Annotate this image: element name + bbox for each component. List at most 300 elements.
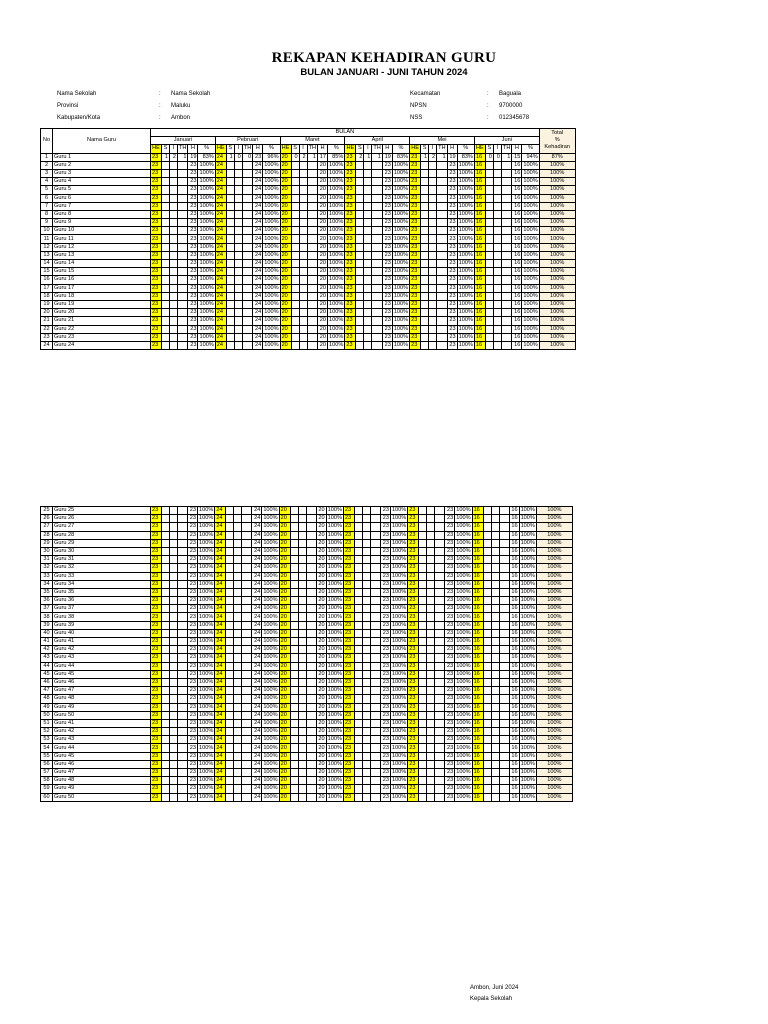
attendance-cell: 24 xyxy=(253,325,263,333)
teacher-name: Guru 16 xyxy=(53,276,151,284)
attendance-cell xyxy=(493,235,501,243)
attendance-cell xyxy=(178,597,188,605)
attendance-cell: 20 xyxy=(316,662,326,670)
attendance-cell: 24 xyxy=(253,194,263,202)
attendance-cell: 23 xyxy=(188,564,198,572)
row-number: 14 xyxy=(41,260,53,268)
signature-role: Kepala Sekolah xyxy=(470,996,513,1002)
attendance-cell: 100% xyxy=(199,556,214,563)
attendance-cell xyxy=(162,251,170,259)
attendance-cell xyxy=(421,292,429,300)
attendance-cell xyxy=(485,333,493,341)
attendance-cell xyxy=(162,515,170,523)
total-attendance: 100% xyxy=(536,507,572,515)
attendance-cell: 16 xyxy=(509,695,519,703)
attendance-cell: 23 xyxy=(151,202,162,210)
attendance-cell: 23 xyxy=(188,752,198,760)
attendance-cell: 16 xyxy=(472,572,483,580)
info-colon: : xyxy=(159,91,161,97)
attendance-cell: 16 xyxy=(509,777,519,785)
attendance-cell: 23 xyxy=(445,564,455,572)
table-row xyxy=(41,760,573,768)
attendance-cell xyxy=(234,793,242,801)
attendance-cell xyxy=(234,235,242,243)
attendance-cell: 100% xyxy=(456,752,471,759)
attendance-cell xyxy=(226,227,234,235)
attendance-cell: 20 xyxy=(279,719,290,727)
teacher-name: Guru 28 xyxy=(53,531,151,539)
attendance-cell xyxy=(427,777,435,785)
attendance-cell xyxy=(226,678,234,686)
attendance-cell: 20 xyxy=(316,515,326,523)
teacher-name: Guru 22 xyxy=(53,325,151,333)
attendance-cell: 23 xyxy=(445,572,455,580)
teacher-name: Guru 31 xyxy=(53,556,151,564)
attendance-cell: 23 xyxy=(447,210,457,218)
attendance-cell xyxy=(437,325,447,333)
attendance-cell xyxy=(162,760,170,768)
attendance-cell: 23 xyxy=(151,539,162,547)
attendance-cell xyxy=(370,572,380,580)
subcolumn-header: % xyxy=(328,145,345,153)
attendance-cell: 23 xyxy=(408,638,419,646)
attendance-cell xyxy=(242,292,252,300)
subcolumn-header: HE xyxy=(216,145,225,152)
attendance-cell xyxy=(307,292,317,300)
attendance-cell xyxy=(501,235,511,243)
row-number: 26 xyxy=(41,515,53,523)
attendance-cell: 23 xyxy=(188,728,198,736)
attendance-cell xyxy=(226,276,234,284)
attendance-cell xyxy=(437,202,447,210)
attendance-cell: 100% xyxy=(199,785,214,792)
attendance-cell: 24 xyxy=(215,243,226,251)
table-row xyxy=(41,613,573,621)
attendance-cell: 100% xyxy=(458,268,473,275)
attendance-cell xyxy=(356,251,364,259)
attendance-cell: 20 xyxy=(280,178,291,186)
attendance-cell xyxy=(234,243,242,251)
attendance-cell: 24 xyxy=(253,300,263,308)
attendance-cell: 100% xyxy=(456,687,471,694)
table-row xyxy=(41,719,573,727)
table-row xyxy=(41,785,573,793)
teacher-name: Guru 41 xyxy=(53,719,151,727)
attendance-cell xyxy=(362,703,370,711)
attendance-cell: 100% xyxy=(199,670,214,677)
attendance-cell xyxy=(242,580,252,588)
attendance-cell: 100% xyxy=(523,260,538,267)
attendance-cell xyxy=(242,539,252,547)
total-attendance: 100% xyxy=(536,572,572,580)
row-number: 33 xyxy=(41,572,53,580)
attendance-cell: 100% xyxy=(391,654,407,661)
teacher-name: Guru 2 xyxy=(53,161,151,169)
attendance-cell: 100% xyxy=(458,341,473,348)
attendance-cell xyxy=(501,243,511,251)
attendance-cell xyxy=(364,219,372,227)
attendance-cell xyxy=(370,736,380,744)
attendance-cell: 20 xyxy=(316,531,326,539)
attendance-cell: 100% xyxy=(456,539,471,546)
attendance-cell xyxy=(483,687,491,695)
month-header: Pebruari xyxy=(215,137,280,145)
attendance-cell xyxy=(234,284,242,292)
attendance-cell: 24 xyxy=(215,711,226,719)
attendance-cell xyxy=(485,219,493,227)
attendance-cell: 100% xyxy=(329,325,344,332)
attendance-cell: 100% xyxy=(456,662,471,669)
attendance-cell xyxy=(290,564,298,572)
attendance-cell xyxy=(501,333,511,341)
attendance-cell xyxy=(162,777,170,785)
attendance-cell: 23 xyxy=(445,760,455,768)
attendance-cell: 16 xyxy=(474,153,485,161)
attendance-cell: 100% xyxy=(520,531,535,538)
attendance-cell: 23 xyxy=(445,523,455,531)
attendance-cell xyxy=(429,169,437,177)
attendance-cell xyxy=(429,161,437,169)
attendance-cell xyxy=(242,785,252,793)
row-number: 46 xyxy=(41,678,53,686)
attendance-cell xyxy=(290,597,298,605)
attendance-cell: 100% xyxy=(329,170,344,177)
attendance-cell: 23 xyxy=(445,605,455,613)
attendance-cell xyxy=(234,515,242,523)
attendance-cell: 23 xyxy=(382,268,392,276)
row-number: 13 xyxy=(41,251,53,259)
attendance-cell xyxy=(364,161,372,169)
attendance-cell xyxy=(427,580,435,588)
attendance-cell xyxy=(421,284,429,292)
attendance-cell: 16 xyxy=(472,515,483,523)
attendance-cell xyxy=(291,317,299,325)
attendance-cell xyxy=(299,161,307,169)
attendance-cell xyxy=(234,703,242,711)
attendance-cell xyxy=(291,178,299,186)
attendance-cell xyxy=(491,515,499,523)
attendance-cell: 23 xyxy=(408,629,419,637)
attendance-cell: 1 xyxy=(178,153,188,161)
table-row xyxy=(41,194,576,202)
attendance-cell xyxy=(178,210,188,218)
attendance-cell xyxy=(437,186,447,194)
attendance-cell xyxy=(354,523,362,531)
attendance-cell: 100% xyxy=(456,638,471,645)
attendance-cell: 100% xyxy=(263,646,278,653)
total-attendance: 100% xyxy=(536,613,572,621)
attendance-cell xyxy=(226,194,234,202)
attendance-cell: 16 xyxy=(509,638,519,646)
attendance-cell: 24 xyxy=(252,564,262,572)
attendance-cell xyxy=(226,621,234,629)
total-attendance: 100% xyxy=(539,210,575,218)
attendance-cell: 100% xyxy=(458,260,473,267)
attendance-cell xyxy=(485,235,493,243)
attendance-cell: 23 xyxy=(408,547,419,555)
attendance-cell: 100% xyxy=(393,178,409,185)
attendance-cell xyxy=(485,169,493,177)
attendance-cell: 23 xyxy=(151,251,162,259)
total-attendance: 100% xyxy=(539,243,575,251)
row-number: 48 xyxy=(41,695,53,703)
attendance-cell: 23 xyxy=(151,219,162,227)
attendance-cell xyxy=(354,605,362,613)
attendance-cell: 23 xyxy=(408,744,419,752)
attendance-cell: 17 xyxy=(318,153,328,161)
attendance-cell: 20 xyxy=(280,268,291,276)
attendance-cell: 23 xyxy=(151,777,162,785)
attendance-cell xyxy=(427,769,435,777)
attendance-cell: 23 xyxy=(410,333,421,341)
attendance-cell: 100% xyxy=(393,317,409,324)
attendance-cell: 100% xyxy=(329,260,344,267)
attendance-cell: 100% xyxy=(456,711,471,718)
attendance-cell xyxy=(370,744,380,752)
attendance-cell: 100% xyxy=(523,210,538,217)
attendance-cell xyxy=(242,703,252,711)
row-number: 44 xyxy=(41,662,53,670)
attendance-cell: 23 xyxy=(188,654,198,662)
attendance-cell xyxy=(419,662,427,670)
teacher-name: Guru 36 xyxy=(53,597,151,605)
attendance-cell xyxy=(170,564,178,572)
attendance-cell: 20 xyxy=(318,317,328,325)
attendance-cell: 23 xyxy=(380,613,390,621)
attendance-cell: 16 xyxy=(509,523,519,531)
subcolumn-header: TH xyxy=(308,145,317,152)
attendance-cell xyxy=(242,531,252,539)
attendance-cell: 24 xyxy=(252,556,262,564)
attendance-cell: 100% xyxy=(264,170,279,177)
attendance-cell xyxy=(291,268,299,276)
attendance-cell: 100% xyxy=(327,695,342,702)
attendance-cell xyxy=(291,202,299,210)
total-attendance: 100% xyxy=(536,711,572,719)
attendance-cell: 100% xyxy=(520,719,535,726)
attendance-cell xyxy=(437,292,447,300)
attendance-cell xyxy=(298,678,306,686)
attendance-cell xyxy=(362,752,370,760)
attendance-cell: 100% xyxy=(263,621,278,628)
attendance-cell: 24 xyxy=(253,309,263,317)
attendance-cell: 20 xyxy=(280,161,291,169)
attendance-cell xyxy=(234,317,242,325)
attendance-cell: 100% xyxy=(327,662,342,669)
attendance-cell: 100% xyxy=(329,317,344,324)
attendance-cell: 100% xyxy=(199,638,214,645)
teacher-name: Guru 18 xyxy=(53,292,151,300)
attendance-cell: 24 xyxy=(252,629,262,637)
attendance-cell xyxy=(364,210,372,218)
attendance-cell: 24 xyxy=(253,235,263,243)
table-row xyxy=(41,309,576,317)
attendance-cell xyxy=(299,186,307,194)
attendance-cell xyxy=(370,728,380,736)
attendance-cell xyxy=(370,654,380,662)
attendance-cell: 100% xyxy=(456,654,471,661)
total-attendance: 100% xyxy=(536,580,572,588)
attendance-cell xyxy=(290,523,298,531)
attendance-cell: 100% xyxy=(327,539,342,546)
attendance-cell xyxy=(170,523,178,531)
attendance-cell xyxy=(419,523,427,531)
attendance-cell xyxy=(435,588,445,596)
attendance-cell xyxy=(364,251,372,259)
attendance-cell: 20 xyxy=(279,777,290,785)
table-row xyxy=(41,769,573,777)
attendance-cell: 23 xyxy=(408,621,419,629)
attendance-cell: 100% xyxy=(264,161,279,168)
attendance-cell: 20 xyxy=(280,341,291,349)
attendance-cell: 16 xyxy=(474,169,485,177)
attendance-cell xyxy=(178,507,188,515)
attendance-cell: 23 xyxy=(410,251,421,259)
attendance-cell xyxy=(234,744,242,752)
attendance-cell: 16 xyxy=(474,300,485,308)
attendance-cell xyxy=(170,629,178,637)
attendance-cell: 100% xyxy=(456,793,471,800)
attendance-cell: 24 xyxy=(215,292,226,300)
attendance-cell xyxy=(234,629,242,637)
attendance-cell: 23 xyxy=(408,515,419,523)
attendance-cell xyxy=(226,523,234,531)
attendance-cell: 23 xyxy=(343,556,354,564)
attendance-cell xyxy=(370,564,380,572)
attendance-cell xyxy=(370,752,380,760)
attendance-cell: 100% xyxy=(393,227,409,234)
attendance-cell xyxy=(178,235,188,243)
attendance-cell: 16 xyxy=(472,646,483,654)
attendance-cell xyxy=(234,580,242,588)
attendance-cell xyxy=(356,300,364,308)
attendance-cell: 24 xyxy=(253,268,263,276)
attendance-cell: 100% xyxy=(391,695,407,702)
teacher-name: Guru 50 xyxy=(53,793,151,801)
attendance-cell xyxy=(370,670,380,678)
attendance-cell: 24 xyxy=(252,572,262,580)
attendance-cell: 100% xyxy=(393,210,409,217)
attendance-cell xyxy=(178,678,188,686)
attendance-cell: 24 xyxy=(252,785,262,793)
attendance-cell xyxy=(501,309,511,317)
total-attendance: 100% xyxy=(536,744,572,752)
attendance-cell: 24 xyxy=(215,260,226,268)
attendance-cell: 100% xyxy=(263,769,278,776)
attendance-cell xyxy=(421,235,429,243)
teacher-name: Guru 26 xyxy=(53,515,151,523)
attendance-cell xyxy=(226,703,234,711)
attendance-cell: 0 xyxy=(493,153,501,161)
attendance-cell xyxy=(499,515,509,523)
attendance-cell xyxy=(427,695,435,703)
attendance-cell: 16 xyxy=(472,760,483,768)
attendance-cell: 24 xyxy=(253,202,263,210)
attendance-cell: 23 xyxy=(447,333,457,341)
attendance-cell xyxy=(291,292,299,300)
attendance-cell xyxy=(427,531,435,539)
attendance-cell: 23 xyxy=(188,638,198,646)
attendance-cell xyxy=(429,268,437,276)
teacher-name: Guru 13 xyxy=(53,251,151,259)
attendance-cell xyxy=(162,629,170,637)
attendance-cell xyxy=(427,613,435,621)
attendance-cell: 23 xyxy=(345,219,356,227)
attendance-cell: 24 xyxy=(215,210,226,218)
info-colon: : xyxy=(159,115,161,121)
attendance-cell xyxy=(354,777,362,785)
teacher-name: Guru 5 xyxy=(53,186,151,194)
attendance-cell: 20 xyxy=(318,178,328,186)
attendance-cell xyxy=(372,219,382,227)
attendance-cell xyxy=(299,235,307,243)
month-header: Mei xyxy=(410,137,475,145)
attendance-cell xyxy=(299,284,307,292)
attendance-cell xyxy=(290,629,298,637)
attendance-cell xyxy=(499,752,509,760)
attendance-cell xyxy=(491,695,499,703)
attendance-cell: 16 xyxy=(472,547,483,555)
attendance-cell xyxy=(354,678,362,686)
attendance-cell: 100% xyxy=(199,719,214,726)
attendance-cell xyxy=(234,194,242,202)
attendance-cell xyxy=(370,547,380,555)
attendance-cell xyxy=(242,333,252,341)
total-attendance: 100% xyxy=(536,629,572,637)
attendance-cell xyxy=(493,161,501,169)
attendance-cell xyxy=(307,194,317,202)
attendance-cell xyxy=(356,194,364,202)
attendance-cell xyxy=(499,654,509,662)
attendance-cell: 24 xyxy=(215,178,226,186)
attendance-cell: 23 xyxy=(445,777,455,785)
attendance-cell xyxy=(356,178,364,186)
attendance-cell: 100% xyxy=(264,284,279,291)
attendance-cell: 1 xyxy=(421,153,429,161)
total-attendance: 100% xyxy=(536,695,572,703)
attendance-cell xyxy=(162,613,170,621)
subcolumn-header: H xyxy=(382,145,392,153)
attendance-cell: 16 xyxy=(509,670,519,678)
attendance-cell xyxy=(226,588,234,596)
total-attendance: 100% xyxy=(536,687,572,695)
attendance-cell: 100% xyxy=(520,695,535,702)
attendance-cell xyxy=(362,547,370,555)
attendance-cell xyxy=(499,531,509,539)
attendance-cell xyxy=(242,744,252,752)
attendance-cell xyxy=(170,621,178,629)
attendance-cell: 23 xyxy=(151,752,162,760)
attendance-cell xyxy=(354,629,362,637)
attendance-cell xyxy=(226,711,234,719)
attendance-cell xyxy=(370,703,380,711)
attendance-cell: 100% xyxy=(264,219,279,226)
attendance-cell xyxy=(499,547,509,555)
row-number: 34 xyxy=(41,580,53,588)
attendance-cell xyxy=(290,605,298,613)
attendance-cell xyxy=(421,260,429,268)
attendance-cell: 16 xyxy=(509,629,519,637)
attendance-cell xyxy=(354,703,362,711)
attendance-cell xyxy=(242,547,252,555)
subcolumn-header: I xyxy=(493,145,501,153)
attendance-cell xyxy=(298,638,306,646)
attendance-cell: 23 xyxy=(151,678,162,686)
attendance-cell: 100% xyxy=(329,309,344,316)
attendance-cell: 23 xyxy=(345,235,356,243)
attendance-cell: 100% xyxy=(520,769,535,776)
attendance-cell xyxy=(242,284,252,292)
